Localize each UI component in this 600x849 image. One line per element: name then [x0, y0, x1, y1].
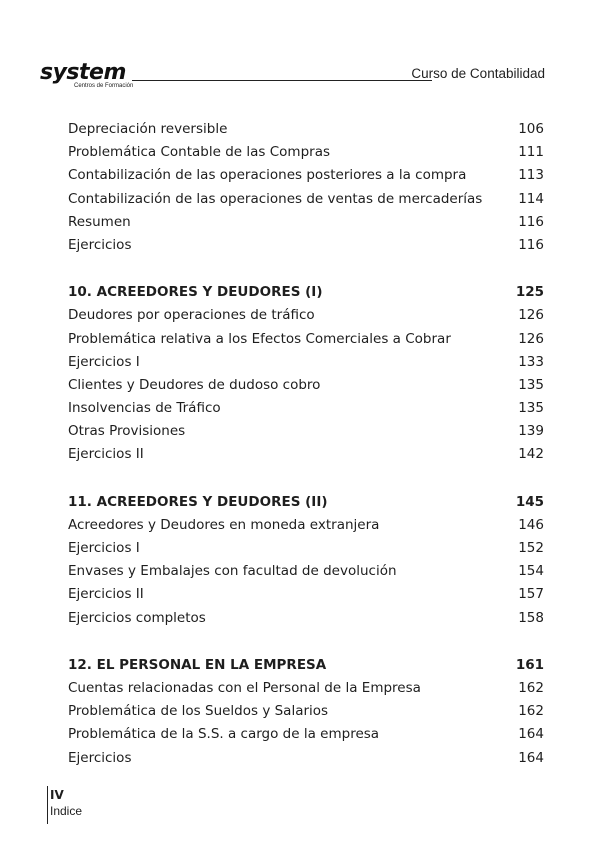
toc-entry-title: Depreciación reversible	[68, 121, 228, 137]
toc-entry-title: Cuentas relacionadas con el Personal de la Empresa	[68, 679, 421, 696]
toc-entry[interactable]	[68, 328, 544, 351]
toc-entry-page-number: 154	[518, 563, 544, 580]
toc-entry-page-number: 116	[518, 213, 544, 230]
toc-entry-page-number: 135	[518, 400, 544, 417]
toc-entry-title: Contabilización de las operaciones posteriores a la compra	[68, 167, 467, 184]
toc-entry[interactable]	[68, 164, 544, 187]
logo-subtitle: Centros de Formación	[74, 83, 134, 89]
toc-entry-page-number: 157	[518, 586, 544, 603]
chapter-heading[interactable]	[68, 281, 544, 304]
toc-entry-title: Ejercicios II	[68, 586, 144, 603]
toc-entry-page-number: 133	[518, 353, 544, 370]
toc-entry-title: Ejercicios completos	[68, 609, 206, 626]
toc-entry-title: Acreedores y Deudores en moneda extranjera	[68, 516, 380, 533]
chapter-heading[interactable]	[68, 654, 544, 677]
toc-entry[interactable]	[68, 374, 544, 397]
toc-entry[interactable]	[68, 420, 544, 443]
toc-entry[interactable]	[68, 747, 544, 770]
system-logo	[40, 60, 134, 92]
toc-entry[interactable]	[68, 351, 544, 374]
toc-entry[interactable]	[68, 607, 544, 630]
toc-entry-title: Ejercicios	[68, 749, 132, 766]
chapter-page-number: 145	[515, 493, 544, 510]
toc-entry-title: Problemática Contable de las Compras	[68, 144, 330, 161]
toc-entry-page-number: 106	[518, 121, 544, 137]
toc-entry[interactable]	[68, 141, 544, 164]
toc-entry[interactable]	[68, 583, 544, 606]
chapter-title: 10. ACREEDORES Y DEUDORES (I)	[68, 284, 323, 301]
toc-entry[interactable]	[68, 234, 544, 257]
chapter-page-number: 125	[515, 284, 544, 301]
toc-entry[interactable]	[68, 677, 544, 700]
toc-entry-page-number: 164	[518, 749, 544, 766]
toc-entry[interactable]	[68, 723, 544, 746]
toc-entry-page-number: 162	[518, 703, 544, 720]
course-title: Curso de Contabilidad	[411, 66, 545, 81]
toc-entry-title: Clientes y Deudores de dudoso cobro	[68, 376, 321, 393]
section-spacer	[68, 257, 544, 281]
logo-wordmark: system	[40, 60, 126, 85]
footer-page-number: IV	[50, 788, 64, 802]
footer-rule	[47, 786, 48, 824]
toc-entry[interactable]	[68, 560, 544, 583]
toc-entry[interactable]	[68, 397, 544, 420]
toc-entry-title: Contabilización de las operaciones de ventas de mercaderías	[68, 190, 483, 207]
header-rule	[132, 80, 432, 81]
toc-entry[interactable]	[68, 304, 544, 327]
toc-entry[interactable]	[68, 188, 544, 211]
toc-entry[interactable]	[68, 514, 544, 537]
chapter-page-number: 161	[515, 656, 544, 673]
toc-entry-title: Otras Provisiones	[68, 423, 186, 440]
toc-entry-title: Insolvencias de Tráfico	[68, 400, 221, 417]
toc-entry[interactable]	[68, 118, 544, 141]
toc-entry-page-number: 142	[518, 446, 544, 463]
footer-label: Indice	[50, 804, 83, 818]
toc-entry-page-number: 116	[518, 236, 544, 253]
toc-entry-page-number: 158	[518, 609, 544, 626]
toc-entry-page-number: 139	[518, 423, 544, 440]
section-spacer	[68, 467, 544, 491]
section-spacer	[68, 630, 544, 654]
toc-entry-title: Ejercicios I	[68, 353, 140, 370]
toc-entry-title: Problemática de la S.S. a cargo de la empresa	[68, 726, 380, 743]
toc-entry-page-number: 164	[518, 726, 544, 743]
toc-entry-page-number: 126	[518, 330, 544, 347]
toc-entry-title: Deudores por operaciones de tráfico	[68, 307, 315, 324]
toc-entry-title: Problemática de los Sueldos y Salarios	[68, 703, 329, 720]
toc-entry-title: Ejercicios II	[68, 446, 144, 463]
toc-entry-page-number: 135	[518, 376, 544, 393]
toc-entry-page-number: 113	[518, 167, 544, 184]
toc-entry-title: Ejercicios	[68, 236, 132, 253]
toc-entry-page-number: 146	[518, 516, 544, 533]
chapter-title: 11. ACREEDORES Y DEUDORES (II)	[68, 493, 328, 510]
toc-entry-title: Problemática relativa a los Efectos Comerciales a Cobrar	[68, 330, 451, 347]
toc-entry[interactable]	[68, 443, 544, 466]
toc-entry-page-number: 152	[518, 540, 544, 556]
toc-entry[interactable]	[68, 211, 544, 234]
toc-entry[interactable]	[68, 700, 544, 723]
toc-entry-title: Envases y Embalajes con facultad de devolución	[68, 563, 397, 580]
toc-entry-page-number: 111	[518, 144, 544, 161]
toc-entry-page-number: 126	[518, 307, 544, 324]
chapter-title: 12. EL PERSONAL EN LA EMPRESA	[68, 656, 327, 673]
toc-entry[interactable]	[68, 537, 544, 560]
toc-entry-page-number: 114	[518, 190, 544, 207]
page-header	[40, 60, 545, 92]
chapter-heading[interactable]	[68, 491, 544, 514]
toc-entry-title: Resumen	[68, 213, 131, 230]
toc-entry-page-number: 162	[518, 679, 544, 696]
table-of-contents	[68, 118, 544, 770]
toc-entry-title: Ejercicios I	[68, 540, 140, 556]
